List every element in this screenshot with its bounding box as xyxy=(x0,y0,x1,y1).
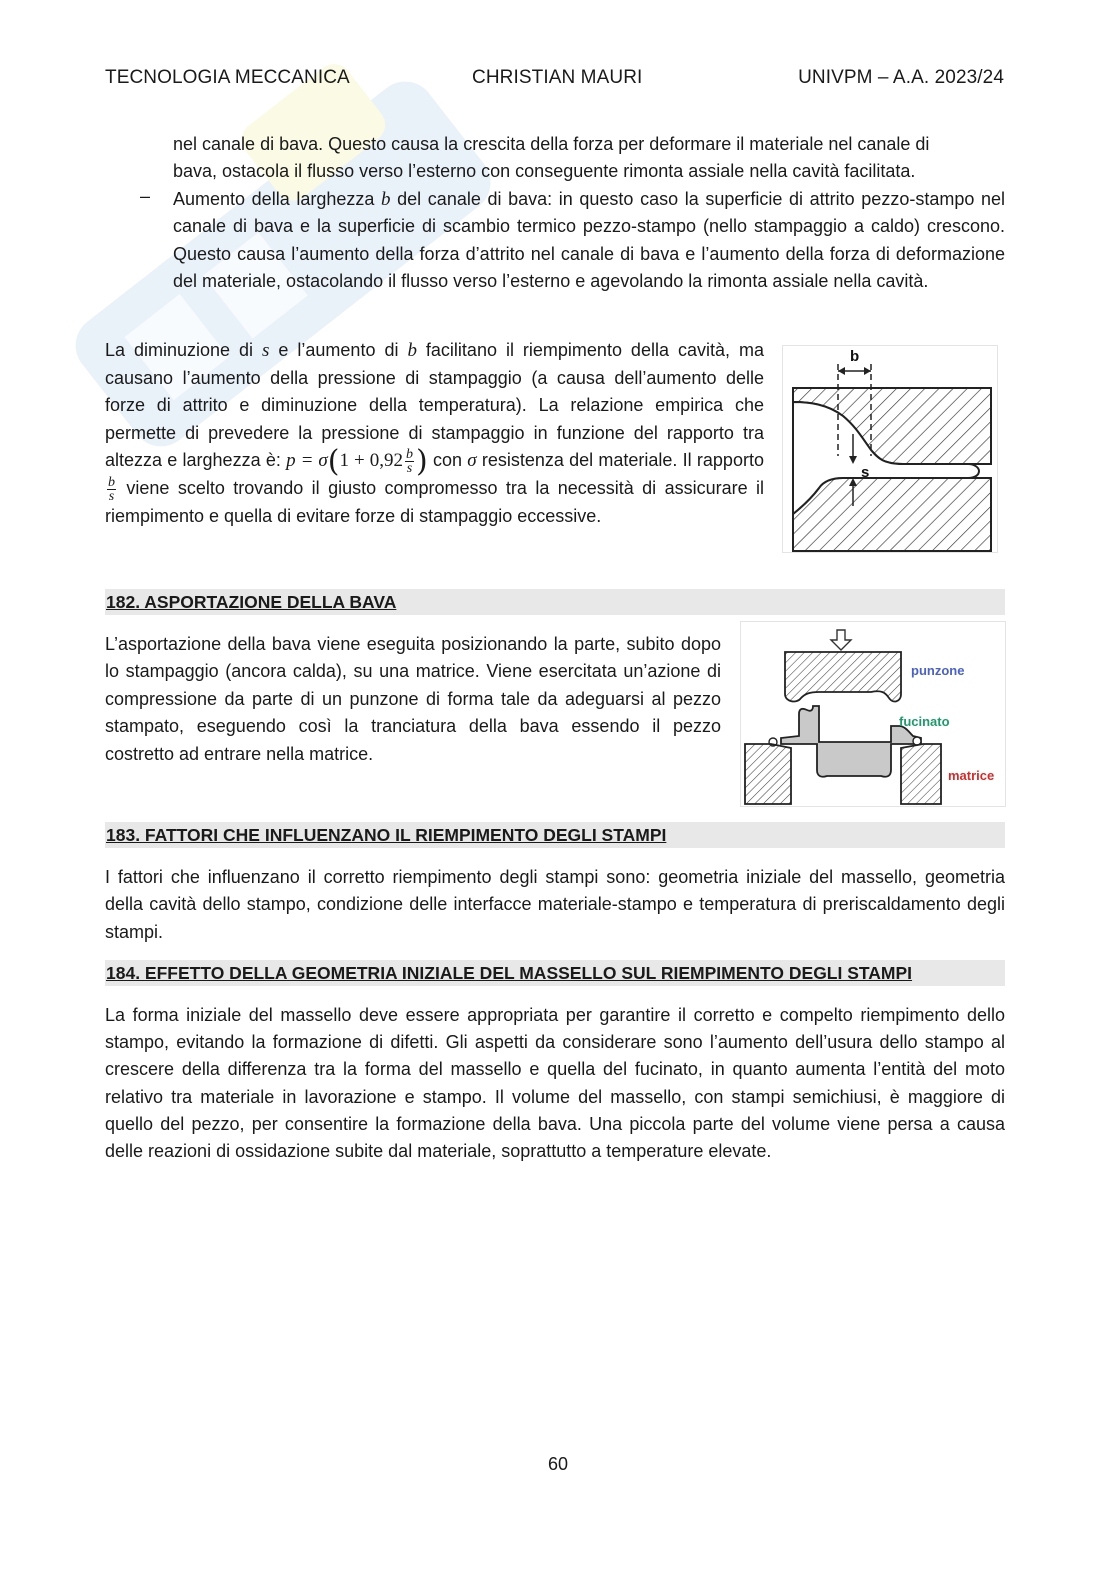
flash-channel-figure xyxy=(782,345,998,553)
page-number: 60 xyxy=(547,1454,569,1474)
pressure-text-4: con xyxy=(432,450,462,471)
pressure-text-1: La diminuzione di xyxy=(105,340,254,360)
section-182-heading xyxy=(105,589,1005,615)
var-b-2: b xyxy=(407,340,417,361)
var-b: b xyxy=(381,189,391,210)
pressure-text-2: e l’aumento di xyxy=(278,340,399,360)
ratio-numerator: b xyxy=(108,474,115,490)
fraction-denominator: s xyxy=(406,461,413,477)
section-184-title: 184. EFFETTO DELLA GEOMETRIA INIZIALE DEL MASSELLO SUL RIEMPIMENTO DEGLI STAMPI xyxy=(106,963,913,983)
section-182-text: L’asportazione della bava viene eseguita posizionando la parte, subito dopo lo stampaggio (ancora calda), su una matrice. Viene esercitata un’azione di compressione da parte di un punzone di forma tale da adeguarsi al pezzo stampato, eseguendo così la tranciatura della bava essendo il pezzo costretto ad entrare nella matrice. xyxy=(105,634,721,764)
header-year: UNIVPM – A.A. 2023/24 xyxy=(798,67,1004,88)
figure2-label-matrice: matrice xyxy=(948,768,995,783)
formula-fraction xyxy=(405,448,414,475)
var-s: s xyxy=(262,340,270,361)
fraction-numerator: b xyxy=(405,447,413,463)
ratio-fraction xyxy=(107,476,116,503)
figure1-label-b: b xyxy=(850,348,860,365)
bullet-marker: – xyxy=(140,186,151,206)
trimming-figure xyxy=(740,621,1006,807)
section-183-heading xyxy=(105,822,1005,848)
header-author: CHRISTIAN MAURI xyxy=(472,67,643,88)
bullet-text-pre: Aumento della larghezza xyxy=(173,189,375,209)
section-184-text: La forma iniziale del massello deve essere appropriata per garantire il corretto e compelto riempimento dello stampo, evitando la formazione di difetti. Gli aspetti da considerare sono l’aumento dell’usura dello stampo al crescere della differenza tra la forma del massello e quella del fucinato, in quanto aumenta l’entità del moto relativo tra materiale in lavorazione e stampo. Il volume del massello, con stampi semichiusi, è maggiore di quello del pezzo, per consentire la formazione della bava. Una piccola parte del volume viene persa a causa delle reazioni di ossidazione subite dal materiale, soprattutto a temperature elevate. xyxy=(105,1005,1005,1162)
section-184-heading xyxy=(105,960,1005,986)
bullet-text-post: del canale di bava: in questo caso la superficie di attrito pezzo-stampo nel canale di bava e la superficie di scambio termico pezzo-stampo (nello stampaggio a caldo) crescono. Questo causa l’aumento della forza d’attrito nel canale di bava e l’aumento della forza di deformazione del materiale, ostacolando il flusso verso l’esterno e agevolando la rimonta assiale nella cavità. xyxy=(173,189,1005,291)
bullet-item-width xyxy=(173,186,1005,295)
figure2-label-fucinato: fucinato xyxy=(899,714,950,729)
intro-continuation xyxy=(173,131,1005,186)
formula-inner: 1 + 0,92 xyxy=(339,450,403,472)
intro-line-2: bava, ostacola il flusso verso l’esterno con conseguente rimonta assiale nella cavità facilitata. xyxy=(173,161,916,182)
section-183-text: I fattori che influenzano il corretto riempimento degli stampi sono: geometria iniziale del massello, geometria della cavità dello stampo, condizione delle interfacce materiale-stampo e temperatura di preriscaldamento degli stampi. xyxy=(105,867,1005,942)
section-182-title: 182. ASPORTAZIONE DELLA BAVA xyxy=(106,592,397,612)
figure2-label-punzone: punzone xyxy=(911,663,965,678)
pressure-text-3: facilitano il riempimento della cavità, ma causano l’aumento della pressione di stampaggio (a causa dell’aumento delle forze di attrito e diminuzione della temperatura). La relazione empirica che permette di prevedere la pressione di stampaggio in funzione del rapporto tra altezza e larghezza è: xyxy=(105,340,764,471)
formula-open-paren: ( xyxy=(327,444,340,480)
formula-close-paren: ) xyxy=(415,444,428,480)
section-183-title: 183. FATTORI CHE INFLUENZANO IL RIEMPIMENTO DEGLI STAMPI xyxy=(106,825,667,845)
formula-lhs: p = σ xyxy=(286,450,328,472)
header-course-title: TECNOLOGIA MECCANICA xyxy=(105,67,350,88)
intro-line-1: nel canale di bava. Questo causa la crescita della forza per deformare il materiale nel canale di xyxy=(173,134,930,154)
pressure-text-6: viene scelto trovando il giusto compromesso tra la necessità di assicurare il riempimento e quella di evitare forze di stampaggio eccessive. xyxy=(105,478,764,526)
figure1-label-s: s xyxy=(861,464,870,481)
pressure-paragraph xyxy=(105,337,764,530)
pressure-text-5: resistenza del materiale. Il rapporto xyxy=(481,450,764,471)
ratio-denominator: s xyxy=(108,488,115,504)
var-sigma: σ xyxy=(467,450,477,472)
